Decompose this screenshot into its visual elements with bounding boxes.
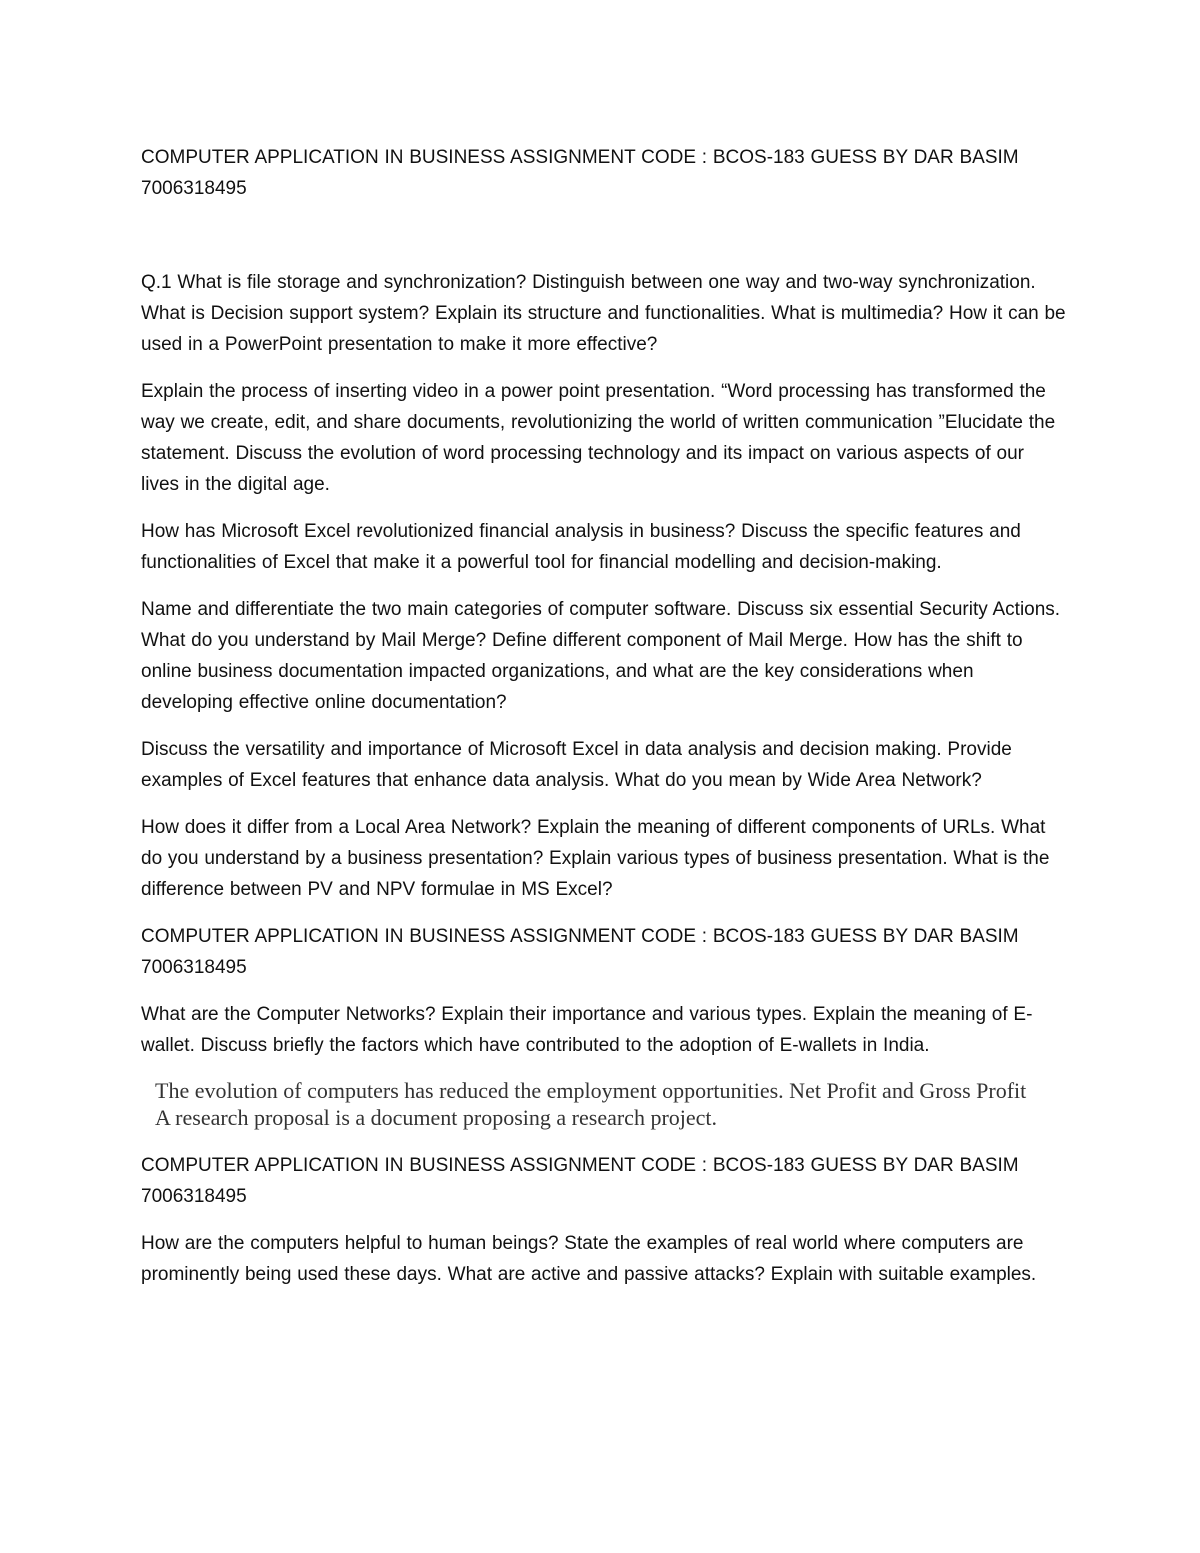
closing-paragraph: How are the computers helpful to human beings? State the examples of real world where computers are prominently being used these days. What are active and passive attacks? Explain with suitable examples. (141, 1233, 1037, 1285)
question-paragraph-7: What are the Computer Networks? Explain their importance and various types. Explain the meaning of E-wallet. Discuss briefly the factors which have contributed to the adoption of E-wallets in India. (141, 1004, 1033, 1056)
question-paragraph-1: Q.1 What is file storage and synchronization? Distinguish between one way and two-way synchronization. What is Decision support system? Explain its structure and functionalities. What is multimedia? How it can be used in a PowerPoint presentation to make it more effective? (141, 272, 1066, 355)
document-body (141, 142, 1066, 1290)
serif-text-block (155, 1077, 1066, 1131)
document-header: COMPUTER APPLICATION IN BUSINESS ASSIGNMENT CODE : BCOS-183 GUESS BY DAR BASIM 7006318495 (141, 147, 1019, 199)
repeated-header: COMPUTER APPLICATION IN BUSINESS ASSIGNMENT CODE : BCOS-183 GUESS BY DAR BASIM 7006318495 (141, 926, 1019, 978)
question-paragraph-5: Discuss the versatility and importance of Microsoft Excel in data analysis and decision making. Provide examples of Excel features that enhance data analysis. What do you mean by Wide Area Network? (141, 739, 1012, 791)
serif-line-1: The evolution of computers has reduced the employment opportunities. Net Profit and Gross Profit (155, 1078, 1027, 1103)
question-paragraph-2: Explain the process of inserting video in a power point presentation. “Word processing has transformed the way we create, edit, and share documents, revolutionizing the world of written communication ”Elucidate the statement. Discuss the evolution of word processing technology and its impact on various aspects of our lives in the digital age. (141, 381, 1056, 495)
question-paragraph-3: How has Microsoft Excel revolutionized financial analysis in business? Discuss the specific features and functionalities of Excel that make it a powerful tool for financial modelling and decision-making. (141, 521, 1021, 573)
serif-line-2: A research proposal is a document proposing a research project. (155, 1105, 718, 1130)
closing-header: COMPUTER APPLICATION IN BUSINESS ASSIGNMENT CODE : BCOS-183 GUESS BY DAR BASIM 7006318495 (141, 1155, 1019, 1207)
question-paragraph-4: Name and differentiate the two main categories of computer software. Discuss six essential Security Actions. What do you understand by Mail Merge? Define different component of Mail Merge. How has the shift to online business documentation impacted organizations, and what are the key considerations when developing effective online documentation? (141, 599, 1061, 713)
question-paragraph-6: How does it differ from a Local Area Network? Explain the meaning of different components of URLs. What do you understand by a business presentation? Explain various types of business presentation. What is the difference between PV and NPV formulae in MS Excel? (141, 817, 1050, 900)
